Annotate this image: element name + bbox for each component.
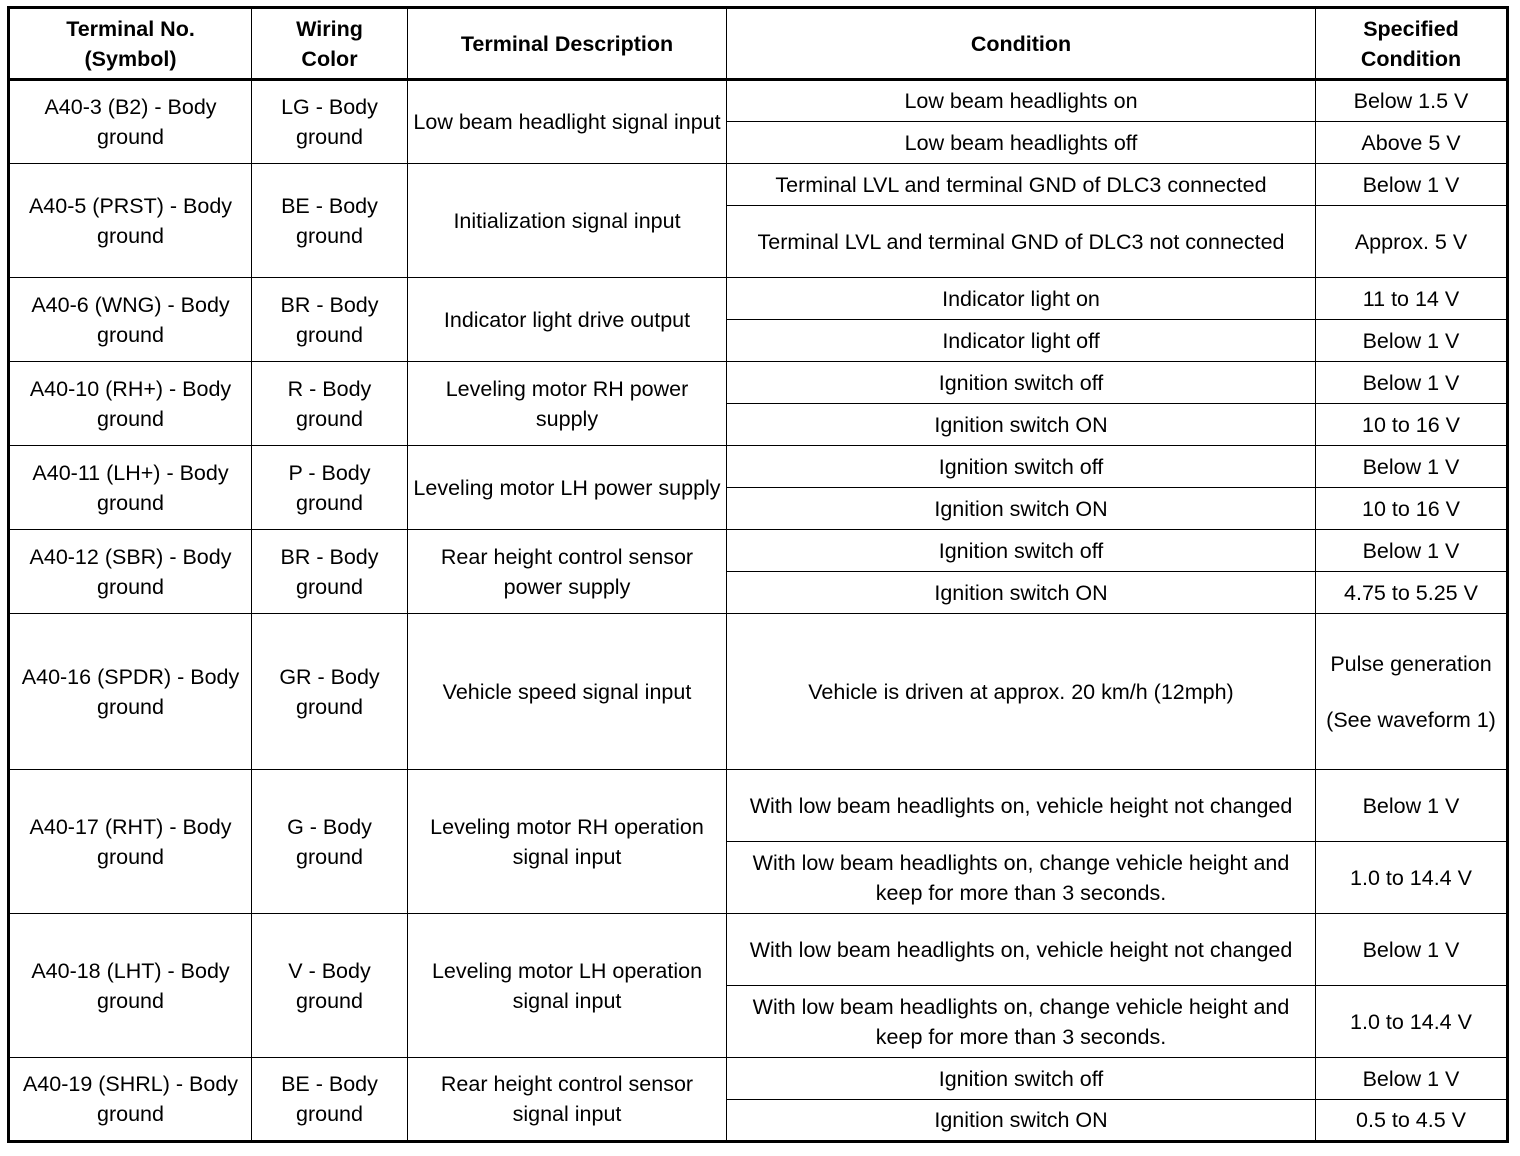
table-row bbox=[9, 80, 1508, 122]
condition-cell: With low beam headlights on, change vehicle height and keep for more than 3 seconds. bbox=[727, 842, 1316, 914]
header-terminal-line1: Terminal No. bbox=[66, 16, 195, 41]
condition-cell: Vehicle is driven at approx. 20 km/h (12mph) bbox=[727, 614, 1316, 770]
terminal-cell: A40-18 (LHT) - Body ground bbox=[9, 914, 252, 1058]
table-row bbox=[9, 446, 1508, 488]
condition-cell: Ignition switch off bbox=[727, 362, 1316, 404]
header-terminal-line2: (Symbol) bbox=[84, 46, 177, 71]
wiring-cell: G - Body ground bbox=[252, 770, 408, 914]
specified-cell: 10 to 16 V bbox=[1316, 488, 1508, 530]
table-row bbox=[9, 278, 1508, 320]
specified-cell: 10 to 16 V bbox=[1316, 404, 1508, 446]
condition-cell: Indicator light on bbox=[727, 278, 1316, 320]
description-cell: Low beam headlight signal input bbox=[408, 80, 727, 164]
header-terminal bbox=[9, 8, 252, 80]
terminal-cell: A40-19 (SHRL) - Body ground bbox=[9, 1058, 252, 1142]
specified-cell: Approx. 5 V bbox=[1316, 206, 1508, 278]
description-cell: Leveling motor RH power supply bbox=[408, 362, 727, 446]
wiring-cell: R - Body ground bbox=[252, 362, 408, 446]
condition-cell: Ignition switch ON bbox=[727, 1100, 1316, 1142]
table-row bbox=[9, 614, 1508, 770]
specified-cell: Below 1 V bbox=[1316, 1058, 1508, 1100]
specified-cell: Below 1 V bbox=[1316, 914, 1508, 986]
specified-pulse-text: Pulse generation bbox=[1330, 651, 1492, 676]
condition-cell: Low beam headlights on bbox=[727, 80, 1316, 122]
description-cell: Rear height control sensor power supply bbox=[408, 530, 727, 614]
wiring-cell: V - Body ground bbox=[252, 914, 408, 1058]
specified-cell: 0.5 to 4.5 V bbox=[1316, 1100, 1508, 1142]
terminal-cell: A40-17 (RHT) - Body ground bbox=[9, 770, 252, 914]
header-specified-line1: Specified bbox=[1363, 16, 1459, 41]
wiring-cell: GR - Body ground bbox=[252, 614, 408, 770]
specified-cell: Below 1.5 V bbox=[1316, 80, 1508, 122]
condition-cell: Ignition switch ON bbox=[727, 488, 1316, 530]
specified-cell: Above 5 V bbox=[1316, 122, 1508, 164]
terminal-cell: A40-6 (WNG) - Body ground bbox=[9, 278, 252, 362]
table-row bbox=[9, 164, 1508, 206]
wiring-cell: BE - Body ground bbox=[252, 1058, 408, 1142]
table-row bbox=[9, 362, 1508, 404]
wiring-cell: BE - Body ground bbox=[252, 164, 408, 278]
header-row bbox=[9, 8, 1508, 80]
terminal-cell: A40-12 (SBR) - Body ground bbox=[9, 530, 252, 614]
terminal-table-container bbox=[7, 6, 1509, 1143]
description-cell: Leveling motor LH operation signal input bbox=[408, 914, 727, 1058]
table-row bbox=[9, 914, 1508, 986]
specified-cell: 1.0 to 14.4 V bbox=[1316, 986, 1508, 1058]
table-row bbox=[9, 1058, 1508, 1100]
condition-cell: Ignition switch off bbox=[727, 446, 1316, 488]
terminal-inspection-table bbox=[7, 6, 1509, 1143]
description-cell: Initialization signal input bbox=[408, 164, 727, 278]
specified-waveform-note: (See waveform 1) bbox=[1326, 707, 1496, 732]
header-description: Terminal Description bbox=[408, 8, 727, 80]
specified-cell bbox=[1316, 614, 1508, 770]
table-row bbox=[9, 770, 1508, 842]
description-cell: Rear height control sensor signal input bbox=[408, 1058, 727, 1142]
description-cell: Leveling motor RH operation signal input bbox=[408, 770, 727, 914]
table-row bbox=[9, 530, 1508, 572]
specified-cell: 11 to 14 V bbox=[1316, 278, 1508, 320]
terminal-cell: A40-10 (RH+) - Body ground bbox=[9, 362, 252, 446]
condition-cell: Ignition switch ON bbox=[727, 572, 1316, 614]
condition-cell: Low beam headlights off bbox=[727, 122, 1316, 164]
condition-cell: Terminal LVL and terminal GND of DLC3 connected bbox=[727, 164, 1316, 206]
specified-cell: Below 1 V bbox=[1316, 446, 1508, 488]
specified-cell: Below 1 V bbox=[1316, 164, 1508, 206]
specified-cell: Below 1 V bbox=[1316, 530, 1508, 572]
header-specified bbox=[1316, 8, 1508, 80]
terminal-cell: A40-16 (SPDR) - Body ground bbox=[9, 614, 252, 770]
condition-cell: With low beam headlights on, vehicle height not changed bbox=[727, 914, 1316, 986]
wiring-cell: BR - Body ground bbox=[252, 530, 408, 614]
wiring-cell: P - Body ground bbox=[252, 446, 408, 530]
condition-cell: With low beam headlights on, vehicle height not changed bbox=[727, 770, 1316, 842]
condition-cell: Ignition switch ON bbox=[727, 404, 1316, 446]
condition-cell: Ignition switch off bbox=[727, 1058, 1316, 1100]
description-cell: Vehicle speed signal input bbox=[408, 614, 727, 770]
condition-cell: Ignition switch off bbox=[727, 530, 1316, 572]
specified-cell: Below 1 V bbox=[1316, 362, 1508, 404]
header-wiring-line2: Color bbox=[301, 46, 358, 71]
description-cell: Indicator light drive output bbox=[408, 278, 727, 362]
header-wiring bbox=[252, 8, 408, 80]
terminal-cell: A40-3 (B2) - Body ground bbox=[9, 80, 252, 164]
description-cell: Leveling motor LH power supply bbox=[408, 446, 727, 530]
specified-cell: 4.75 to 5.25 V bbox=[1316, 572, 1508, 614]
condition-cell: With low beam headlights on, change vehicle height and keep for more than 3 seconds. bbox=[727, 986, 1316, 1058]
header-condition: Condition bbox=[727, 8, 1316, 80]
specified-cell: Below 1 V bbox=[1316, 320, 1508, 362]
header-wiring-line1: Wiring bbox=[296, 16, 363, 41]
wiring-cell: BR - Body ground bbox=[252, 278, 408, 362]
wiring-cell: LG - Body ground bbox=[252, 80, 408, 164]
terminal-cell: A40-11 (LH+) - Body ground bbox=[9, 446, 252, 530]
condition-cell: Terminal LVL and terminal GND of DLC3 not connected bbox=[727, 206, 1316, 278]
condition-cell: Indicator light off bbox=[727, 320, 1316, 362]
specified-cell: 1.0 to 14.4 V bbox=[1316, 842, 1508, 914]
terminal-cell: A40-5 (PRST) - Body ground bbox=[9, 164, 252, 278]
header-specified-line2: Condition bbox=[1360, 46, 1462, 71]
specified-cell: Below 1 V bbox=[1316, 770, 1508, 842]
